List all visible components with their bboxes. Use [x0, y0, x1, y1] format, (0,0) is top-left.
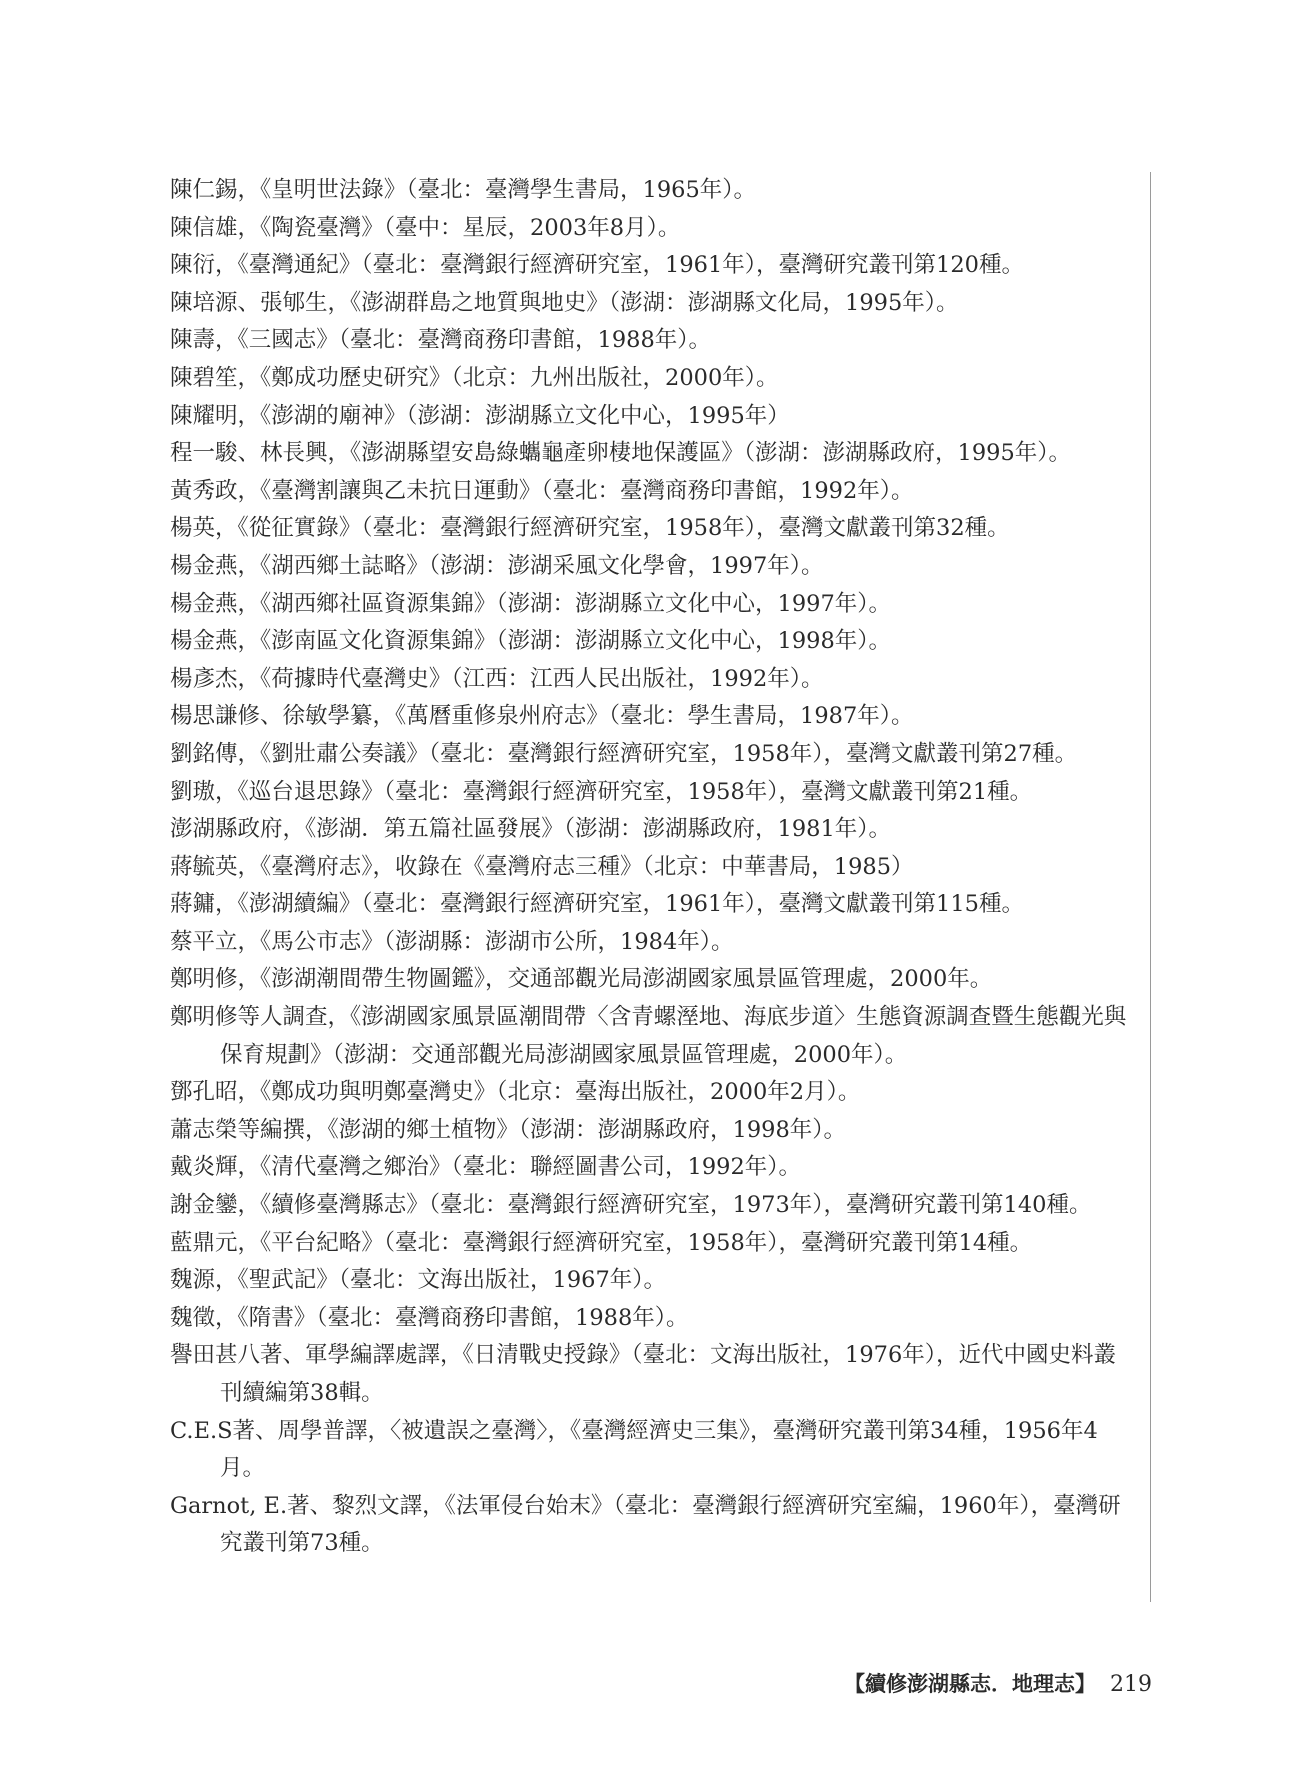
- reference-item: 陳耀明，《澎湖的廟神》（澎湖：澎湖縣立文化中心，1995年）: [170, 402, 790, 429]
- reference-item: 楊金燕，《湖西鄉土誌略》（澎湖：澎湖采風文化學會，1997年）。: [170, 552, 824, 579]
- reference-item: 魏徵，《隋書》（臺北：臺灣商務印書館，1988年）。: [170, 1304, 689, 1331]
- margin-rule: [1150, 172, 1151, 1602]
- running-title: 【續修澎湖縣志．地理志】: [844, 1671, 1096, 1696]
- reference-item: 鄭明修，《澎湖潮間帶生物圖鑑》，交通部觀光局澎湖國家風景區管理處，2000年。: [170, 966, 993, 993]
- reference-item: 蔣鏞，《澎湖續編》（臺北：臺灣銀行經濟研究室，1961年），臺灣文獻叢刊第115種。: [170, 891, 1024, 918]
- page-footer: [844, 1668, 1152, 1698]
- reference-item: 陳培源、張郇生，《澎湖群島之地質與地史》（澎湖：澎湖縣文化局，1995年）。: [170, 289, 959, 316]
- reference-item: 楊思謙修、徐敏學纂，《萬曆重修泉州府志》（臺北：學生書局，1987年）。: [170, 703, 914, 730]
- reference-item: 戴炎輝，《清代臺灣之鄉治》（臺北：聯經圖書公司，1992年）。: [170, 1154, 802, 1181]
- reference-item: 程一駿、林長興，《澎湖縣望安島綠蠵龜產卵棲地保護區》（澎湖：澎湖縣政府，1995年）。: [170, 440, 1072, 467]
- reference-item: 魏源，《聖武記》（臺北：文海出版社，1967年）。: [170, 1267, 667, 1294]
- reference-item: 澎湖縣政府，《澎湖．第五篇社區發展》（澎湖：澎湖縣政府，1981年）。: [170, 816, 892, 843]
- reference-item: 謝金鑾，《續修臺灣縣志》（臺北：臺灣銀行經濟研究室，1973年），臺灣研究叢刊第140種。: [170, 1192, 1092, 1219]
- reference-item: 楊金燕，《澎南區文化資源集錦》（澎湖：澎湖縣立文化中心，1998年）。: [170, 628, 892, 655]
- reference-item: Garnot, E.著、黎烈文譯，《法軍侵台始末》（臺北：臺灣銀行經濟研究室編，1960年），臺灣研究叢刊第73種。: [170, 1492, 1121, 1557]
- reference-item: 鄭明修等人調查，《澎湖國家風景區潮間帶〈含青螺溼地、海底步道〉生態資源調查暨生態觀光與保育規劃》（澎湖：交通部觀光局澎湖國家風景區管理處，2000年）。: [170, 1004, 1127, 1068]
- reference-item: 楊金燕，《湖西鄉社區資源集錦》（澎湖：澎湖縣立文化中心，1997年）。: [170, 590, 892, 617]
- reference-item: 譽田甚八著、軍學編譯處譯，《日清戰史授錄》（臺北：文海出版社，1976年），近代中國史料叢刊續編第38輯。: [170, 1342, 1117, 1406]
- reference-item: 鄧孔昭，《鄭成功與明鄭臺灣史》（北京：臺海出版社，2000年2月）。: [170, 1079, 861, 1106]
- reference-item: 陳衍，《臺灣通紀》（臺北：臺灣銀行經濟研究室，1961年），臺灣研究叢刊第120種。: [170, 252, 1024, 279]
- reference-item: 黃秀政，《臺灣割讓與乙未抗日運動》（臺北：臺灣商務印書館，1992年）。: [170, 477, 914, 504]
- reference-item: 劉銘傳，《劉壯肅公奏議》（臺北：臺灣銀行經濟研究室，1958年），臺灣文獻叢刊第27種。: [170, 740, 1078, 767]
- reference-item: 陳碧笙，《鄭成功歷史研究》（北京：九州出版社，2000年）。: [170, 364, 779, 391]
- reference-item: 劉璈，《巡台退思錄》（臺北：臺灣銀行經濟研究室，1958年），臺灣文獻叢刊第21種。: [170, 778, 1033, 805]
- reference-item: 蔣毓英，《臺灣府志》，收錄在《臺灣府志三種》（北京：中華書局，1985）: [170, 853, 914, 880]
- reference-item: C.E.S著、周學普譯，〈被遺誤之臺灣〉，《臺灣經濟史三集》，臺灣研究叢刊第34種，1956年4月。: [170, 1417, 1098, 1482]
- reference-item: 陳壽，《三國志》（臺北：臺灣商務印書館，1988年）。: [170, 327, 712, 354]
- reference-list: [170, 172, 1135, 1563]
- reference-item: 陳仁錫，《皇明世法錄》（臺北：臺灣學生書局，1965年）。: [170, 177, 757, 203]
- reference-item: 蕭志榮等編撰，《澎湖的鄉土植物》（澎湖：澎湖縣政府，1998年）。: [170, 1116, 847, 1143]
- reference-item: 蔡平立，《馬公市志》（澎湖縣：澎湖市公所，1984年）。: [170, 928, 734, 955]
- reference-item: 楊英，《從征實錄》（臺北：臺灣銀行經濟研究室，1958年），臺灣文獻叢刊第32種。: [170, 515, 1010, 542]
- reference-item: 陳信雄，《陶瓷臺灣》（臺中：星辰，2003年8月）。: [170, 214, 681, 241]
- page-number: 219: [1110, 1672, 1152, 1697]
- reference-item: 藍鼎元，《平台紀略》（臺北：臺灣銀行經濟研究室，1958年），臺灣研究叢刊第14種。: [170, 1229, 1033, 1256]
- reference-item: 楊彥杰，《荷據時代臺灣史》（江西：江西人民出版社，1992年）。: [170, 665, 824, 692]
